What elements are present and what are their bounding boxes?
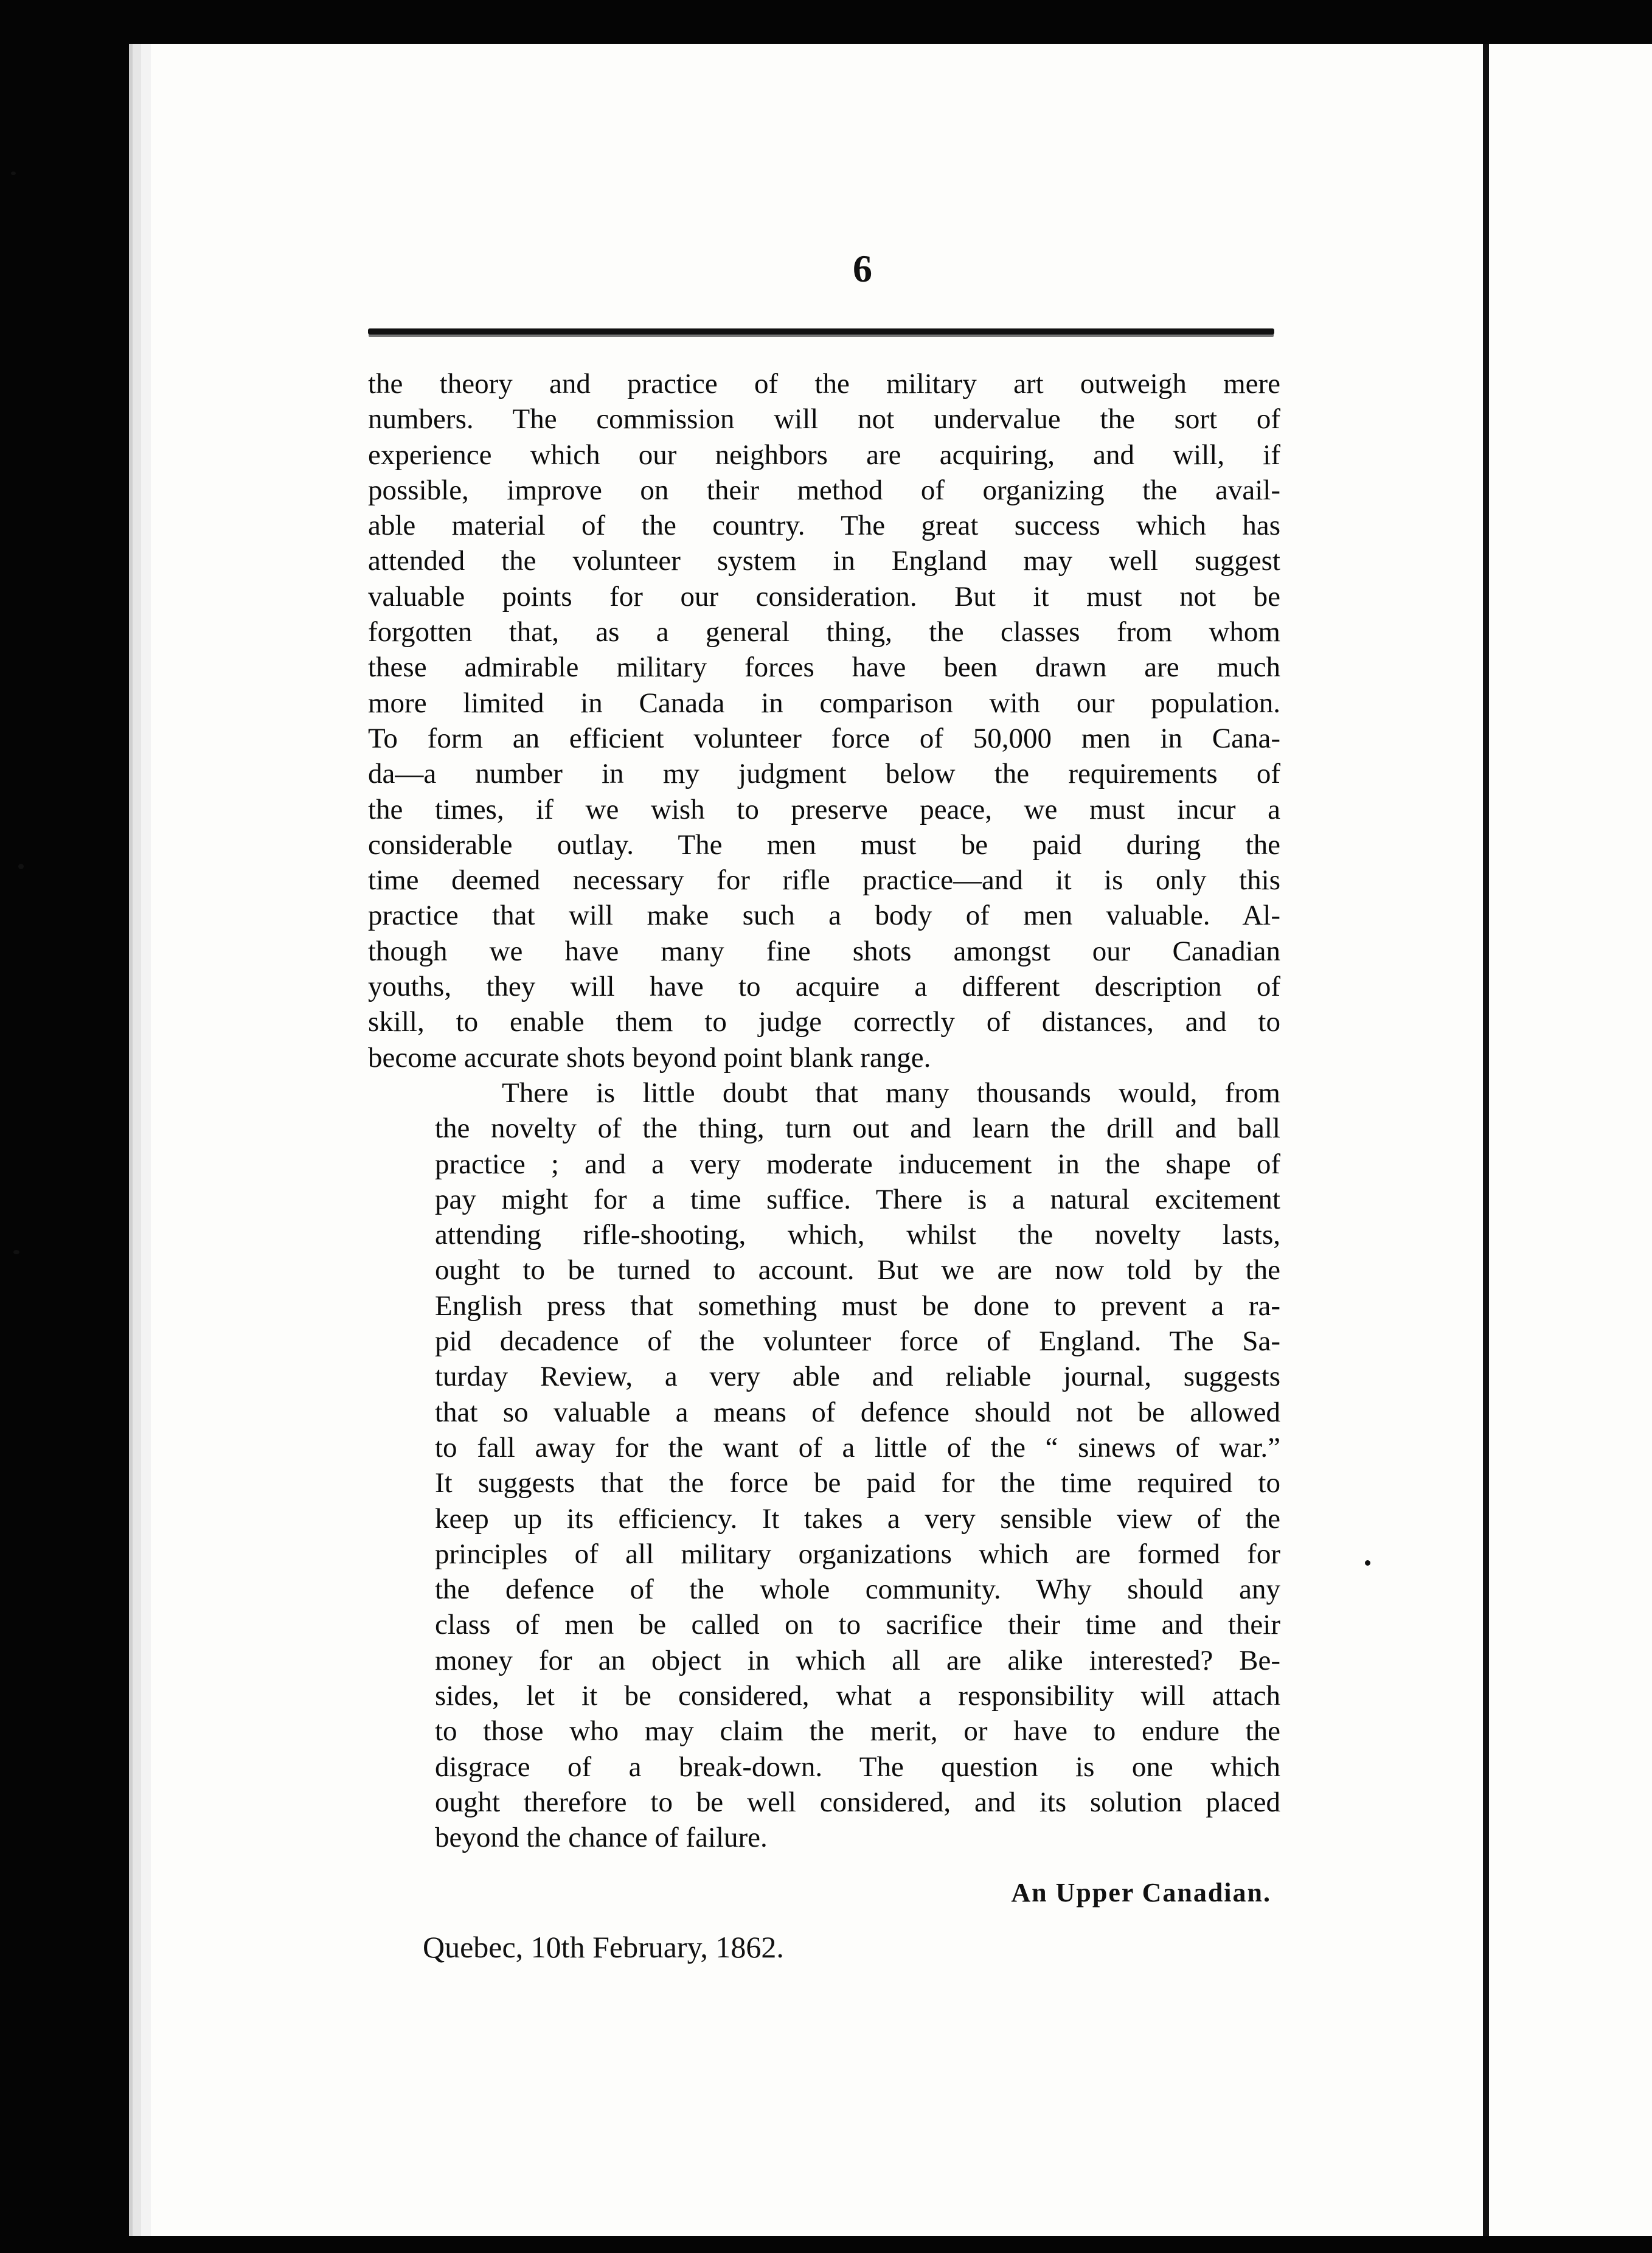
text-line: to fall away for the want of a little of the “ sinews of war.”: [435, 1431, 1280, 1463]
binding-edge: [1483, 44, 1489, 2236]
text-line: practice ; and a very moderate inducement in the shape of: [435, 1148, 1280, 1180]
scan-speck: [13, 1250, 19, 1254]
text-line: practice that will make such a body of men valuable. Al-: [368, 900, 1280, 932]
text-line: numbers. The commission will not undervalue the sort of: [368, 403, 1280, 436]
header-rule: [368, 328, 1274, 335]
dateline: Quebec, 10th February, 1862.: [423, 1930, 784, 1964]
text-line: that so valuable a means of defence should not be allowed: [435, 1396, 1280, 1428]
paragraph-2: [368, 1075, 1280, 1856]
text-line: principles of all military organizations which are formed for: [435, 1538, 1280, 1570]
text-line: keep up its efficiency. It takes a very sensible view of the: [435, 1502, 1280, 1535]
text-line: time deemed necessary for rifle practice—and it is only this: [368, 864, 1280, 897]
text-line: the defence of the whole community. Why should any: [435, 1574, 1280, 1606]
paragraph-1: [368, 366, 1280, 1075]
scan-speck: [18, 864, 24, 869]
text-line: beyond the chance of failure.: [435, 1822, 768, 1854]
text-line: pay might for a time suffice. There is a natural excitement: [435, 1183, 1280, 1215]
text-line: experience which our neighbors are acquiring, and will, if: [368, 439, 1280, 471]
text-line: valuable points for our consideration. But it must not be: [368, 580, 1280, 613]
text-line: skill, to enable them to judge correctly of distances, and to: [368, 1006, 1280, 1038]
text-line: It suggests that the force be paid for the time required to: [435, 1467, 1280, 1499]
text-line: considerable outlay. The men must be paid during the: [368, 828, 1280, 861]
text-line: attending rifle-shooting, which, whilst the novelty lasts,: [435, 1219, 1280, 1251]
text-line: ought therefore to be well considered, and its solution placed: [435, 1786, 1280, 1818]
text-line: forgotten that, as a general thing, the classes from whom: [368, 616, 1280, 648]
text-line: possible, improve on their method of organizing the avail-: [368, 474, 1280, 506]
text-line: class of men be called on to sacrifice their time and their: [435, 1609, 1280, 1641]
text-line: pid decadence of the volunteer force of England. The Sa-: [435, 1325, 1280, 1358]
text-line: the times, if we wish to preserve peace, we must incur a: [368, 793, 1280, 825]
page-number: 6: [853, 247, 872, 290]
text-line: youths, they will have to acquire a different description of: [368, 971, 1280, 1003]
signature: An Upper Canadian.: [1011, 1878, 1271, 1908]
text-line: attended the volunteer system in England may well suggest: [368, 545, 1280, 577]
body-text: [368, 366, 1280, 1855]
scan-speck: [1365, 1560, 1370, 1566]
text-line: disgrace of a break-down. The question is one which: [435, 1751, 1280, 1783]
text-line: To form an efficient volunteer force of 50,000 men in Cana-: [368, 722, 1280, 754]
text-line: the theory and practice of the military art outweigh mere: [368, 368, 1280, 400]
facing-page-edge: [1489, 44, 1652, 2236]
text-line: though we have many fine shots amongst our Canadian: [368, 935, 1280, 967]
text-line: become accurate shots beyond point blank range.: [368, 1041, 931, 1074]
text-line: these admirable military forces have been drawn are much: [368, 651, 1280, 684]
text-line: the novelty of the thing, turn out and learn the drill and ball: [435, 1113, 1280, 1145]
text-line: English press that something must be done to prevent a ra-: [435, 1290, 1280, 1322]
text-line: ought to be turned to account. But we are now told by the: [435, 1254, 1280, 1286]
text-line: more limited in Canada in comparison with our population.: [368, 687, 1280, 719]
text-line: money for an object in which all are alike interested? Be-: [435, 1644, 1280, 1676]
text-line: to those who may claim the merit, or have to endure the: [435, 1715, 1280, 1748]
text-line: turday Review, a very able and reliable journal, suggests: [435, 1361, 1280, 1393]
scan-speck: [11, 172, 16, 175]
text-line: da—a number in my judgment below the requirements of: [368, 758, 1280, 790]
text-line: There is little doubt that many thousands would, from: [502, 1077, 1280, 1109]
text-line: able material of the country. The great success which has: [368, 510, 1280, 542]
text-line: sides, let it be considered, what a responsibility will attach: [435, 1679, 1280, 1712]
